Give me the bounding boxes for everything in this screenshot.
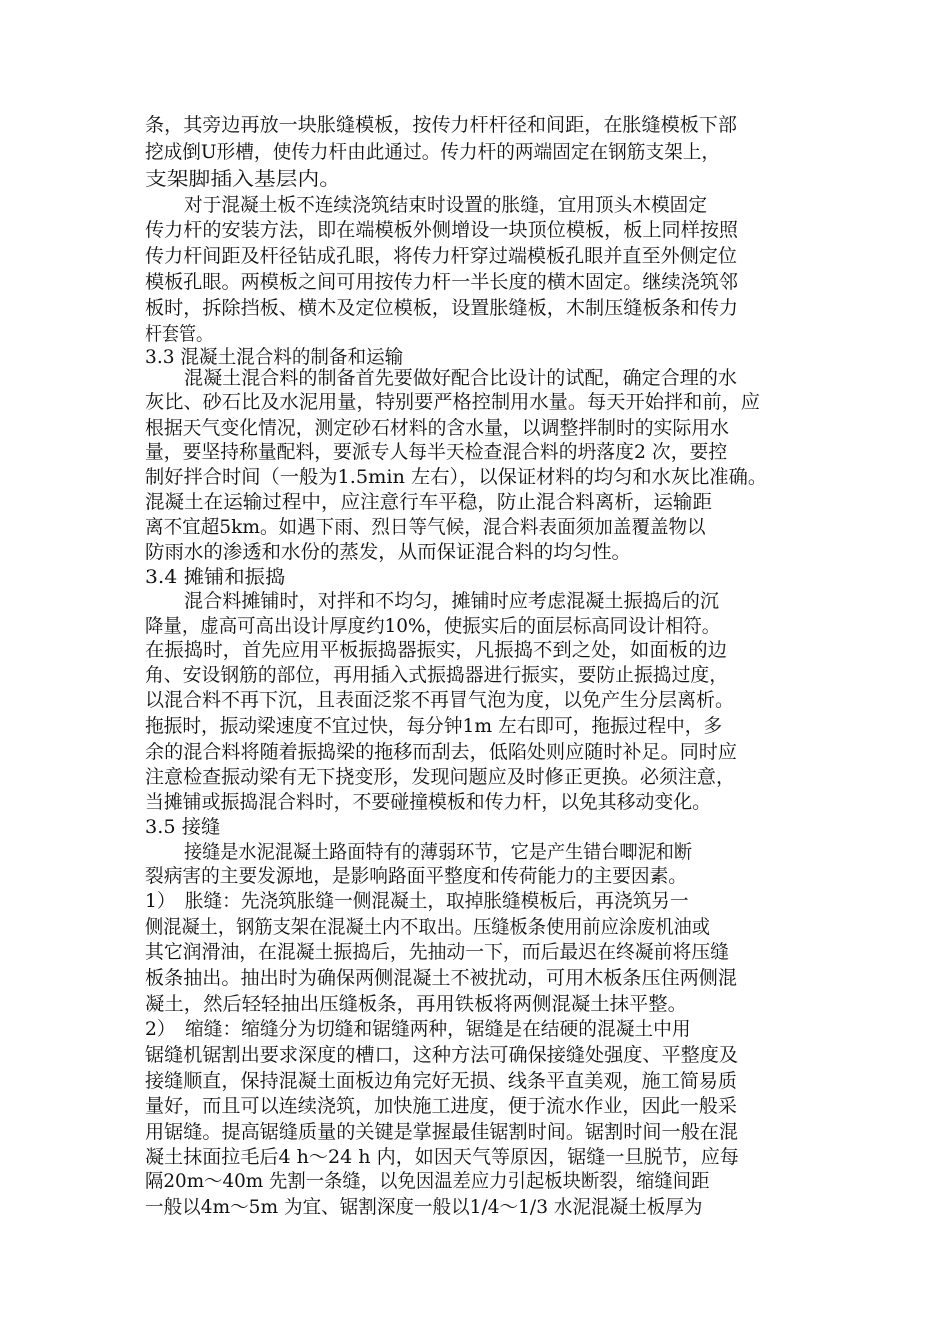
text-line: 传力杆的安装方法，即在端模板外侧增设一块顶位模板，板上同样按照 [145,219,739,241]
text-line: 混合料摊铺时，对拌和不均匀，摊铺时应考虑混凝土振捣后的沉 [184,590,720,612]
text-line: 杆套管。 [145,323,214,345]
text-line: 传力杆间距及杆径钻成孔眼，将传力杆穿过端模板孔眼并直至外侧定位 [145,245,738,267]
text-line: 裂病害的主要发源地，是影响路面平整度和传荷能力的主要因素。 [145,865,688,887]
text-line: 接缝是水泥混凝土路面特有的薄弱环节，它是产生错台唧泥和断 [184,841,693,863]
text-line: 在振捣时，首先应用平板振捣器振实，凡振捣不到之处，如面板的边 [145,639,728,661]
text-line: 以混合料不再下沉，且表面泛浆不再冒气泡为度，以免产生分层离析。 [145,689,735,711]
text-line: 混凝土混合料的制备首先要做好配合比设计的试配，确定合理的水 [184,367,738,389]
text-line: 锯缝机锯割出要求深度的槽口，这种方法可确保接缝处强度、平整度及 [145,1044,739,1066]
text-line: 对于混凝土板不连续浇筑结束时设置的胀缝，宜用顶头木模固定 [184,194,708,216]
text-line: 拖振时，振动梁速度不宜过快，每分钟1m 左右即可，拖振过程中，多 [145,715,723,737]
text-line: 注意检查振动梁有无下挠变形，发现问题应及时修正更换。必须注意， [145,766,736,788]
text-line: 角、安设钢筋的部位，再用插入式振捣器进行振实，要防止振捣过度， [145,664,729,686]
text-line: 1） 胀缝：先浇筑胀缝一侧混凝土，取掉胀缝模板后，再浇筑另一 [145,890,689,912]
text-line: 一般以4m～5m 为宜、锯割深度一般以1/4～1/3 水泥混凝土板厚为 [145,1196,703,1218]
text-line: 防雨水的渗透和水份的蒸发，从而保证混合料的均匀性。 [145,541,632,563]
text-line: 条，其旁边再放一块胀缝模板，按传力杆杆径和间距，在胀缝模板下部 [145,114,738,136]
text-line: 接缝顺直，保持混凝土面板边角完好无损、线条平直美观，施工简易质 [145,1070,738,1092]
text-line: 混凝土在运输过程中，应注意行车平稳，防止混合料离析，运输距 [145,491,713,513]
text-line: 3.4 摊铺和振捣 [145,566,286,588]
text-line: 板条抽出。抽出时为确保两侧混凝土不被扰动，可用木板条压住两侧混 [145,967,738,989]
text-line: 制好拌合时间（一般为1.5min 左右），以保证材料的均匀和水灰比准确。 [145,466,768,488]
text-line: 余的混合料将随着振捣梁的拖移而刮去，低陷处则应随时补足。同时应 [145,741,738,763]
text-line: 离不宜超5km。如遇下雨、烈日等气候，混合料表面须加盖覆盖物以 [145,516,706,538]
text-line: 3.3 混凝土混合料的制备和运输 [145,346,404,368]
text-line: 隔20m～40m 先割一条缝，以免因温差应力引起板块断裂，缩缝间距 [145,1170,710,1192]
text-line: 降量，虚高可高出设计厚度约10%，使振实后的面层标高同设计相符。 [145,615,721,637]
text-line: 当摊铺或振捣混合料时，不要碰撞模板和传力杆，以免其移动变化。 [145,791,712,813]
text-line: 挖成倒U形槽，使传力杆由此通过。传力杆的两端固定在钢筋支架上， [145,141,721,163]
text-line: 量，要坚持称量配料，要派专人每半天检查混合料的坍落度2 次，要控 [145,441,728,463]
text-line: 板时，拆除挡板、横木及定位模板，设置胀缝板，木制压缝板条和传力 [145,297,739,319]
text-line: 模板孔眼。两模板之间可用按传力杆一半长度的横木固定。继续浇筑邻 [145,271,739,293]
text-line: 凝土，然后轻轻抽出压缝板条，再用铁板将两侧混凝土抹平整。 [145,993,688,1015]
text-line: 3.5 接缝 [145,816,221,838]
text-line: 其它润滑油，在混凝土振捣后，先抽动一下，而后最迟在终凝前将压缝 [145,941,730,963]
text-line: 侧混凝土，钢筋支架在混凝土内不取出。压缝板条使用前应涂废机油或 [145,916,711,938]
text-line: 根据天气变化情况，测定砂石材料的含水量，以调整拌制时的实际用水 [145,417,730,439]
text-line: 用锯缝。提高锯缝质量的关键是掌握最佳锯割时间。锯割时间一般在混 [145,1121,739,1143]
text-line: 支架脚插入基层内。 [145,168,342,190]
text-line: 凝土抹面拉毛后4 h～24 h 内，如因天气等原因，锯缝一旦脱节，应每 [145,1146,739,1168]
text-line: 灰比、砂石比及水泥用量，特别要严格控制用水量。每天开始拌和前，应 [145,391,761,413]
text-line: 2） 缩缝：缩缝分为切缝和锯缝两种，锯缝是在结硬的混凝土中用 [145,1018,691,1040]
text-line: 量好，而且可以连续浇筑，加快施工进度，便于流水作业，因此一般采 [145,1095,738,1117]
